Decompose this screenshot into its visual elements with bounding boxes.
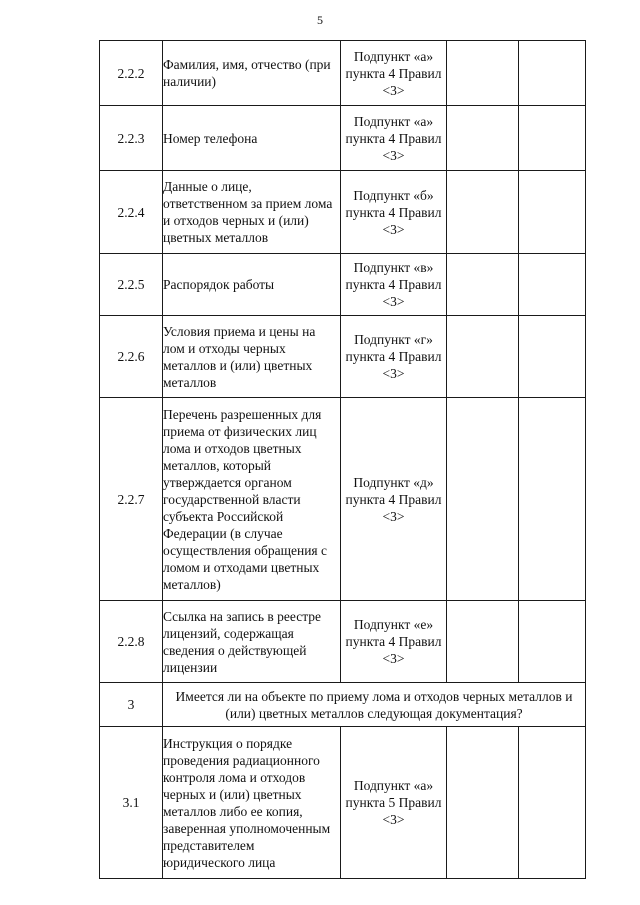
basis-line: Подпункт «б» xyxy=(353,187,434,203)
basis-line: <3> xyxy=(382,508,405,524)
item-number: 2.2.4 xyxy=(100,171,163,254)
description-line: металлов xyxy=(163,374,217,390)
page-number: 5 xyxy=(317,13,323,27)
item-number: 2.2.2 xyxy=(100,41,163,106)
answer-cell[interactable] xyxy=(447,41,519,106)
item-number: 2.2.8 xyxy=(100,601,163,683)
table-row xyxy=(100,171,586,254)
item-number: 2.2.6 xyxy=(100,316,163,398)
answer-cell[interactable] xyxy=(447,316,519,398)
description-line: металлов) xyxy=(163,576,221,592)
description-line: Номер телефона xyxy=(163,130,258,146)
section-question xyxy=(163,683,586,727)
legal-basis xyxy=(341,727,447,879)
description-line: Инструкция о порядке xyxy=(163,735,293,751)
table-row xyxy=(100,398,586,601)
note-cell[interactable] xyxy=(519,601,586,683)
basis-line: Подпункт «а» xyxy=(353,778,434,793)
legal-basis xyxy=(341,41,447,106)
description-line: осуществления обращения с xyxy=(163,542,327,558)
basis-line: <3> xyxy=(382,147,405,163)
question-line: (или) цветных металлов следующая документация? xyxy=(225,705,523,721)
description-line: Распорядок работы xyxy=(163,277,275,292)
description-line: представителем xyxy=(163,837,255,853)
item-description xyxy=(163,106,341,171)
basis-line: <3> xyxy=(382,812,405,827)
description-line: цветных металлов xyxy=(163,230,269,245)
item-number: 2.2.3 xyxy=(100,106,163,171)
description-line: контроля лома и отходов xyxy=(163,769,306,785)
description-line: лом и отходы черных xyxy=(163,340,286,356)
table-row xyxy=(100,254,586,316)
item-description xyxy=(163,398,341,601)
basis-line: Подпункт «а» xyxy=(353,48,434,64)
answer-cell[interactable] xyxy=(447,601,519,683)
description-line: металлов, который xyxy=(163,457,272,473)
note-cell[interactable] xyxy=(519,727,586,879)
basis-line: Подпункт «е» xyxy=(353,617,434,632)
table-row xyxy=(100,727,586,879)
description-line: металлов и (или) цветных xyxy=(163,357,313,373)
answer-cell[interactable] xyxy=(447,727,519,879)
basis-line: пункта 4 Правил xyxy=(345,65,442,81)
basis-line: Подпункт «г» xyxy=(354,332,433,347)
description-line: ломом и отходами цветных xyxy=(163,559,320,575)
basis-line: пункта 4 Правил xyxy=(345,491,442,507)
description-line: сведения о действующей xyxy=(163,642,307,658)
basis-line: пункта 4 Правил xyxy=(345,277,442,292)
legal-basis xyxy=(341,106,447,171)
description-line: лицензий, содержащая xyxy=(163,625,294,641)
item-description xyxy=(163,601,341,683)
description-line: наличии) xyxy=(163,74,217,89)
basis-line: пункта 5 Правил xyxy=(345,795,442,810)
description-line: лицензии xyxy=(163,659,218,675)
table-row xyxy=(100,316,586,398)
note-cell[interactable] xyxy=(519,398,586,601)
description-line: лома и отходов цветных xyxy=(163,440,302,456)
item-number: 2.2.7 xyxy=(100,398,163,601)
description-line: Условия приема и цены на xyxy=(163,323,316,339)
description-line: приема от физических лиц xyxy=(163,423,317,439)
basis-line: пункта 4 Правил xyxy=(345,349,442,364)
question-line: Имеется ли на объекте по приему лома и отходов черных металлов и xyxy=(175,688,573,704)
basis-line: пункта 4 Правил xyxy=(345,130,442,146)
legal-basis xyxy=(341,398,447,601)
item-description xyxy=(163,171,341,254)
note-cell[interactable] xyxy=(519,254,586,316)
note-cell[interactable] xyxy=(519,171,586,254)
description-line: Данные о лице, xyxy=(163,179,252,194)
legal-basis xyxy=(341,601,447,683)
item-description xyxy=(163,316,341,398)
description-line: субъекта Российской xyxy=(163,508,284,524)
item-description xyxy=(163,254,341,316)
legal-basis xyxy=(341,171,447,254)
item-number: 3.1 xyxy=(100,727,163,879)
legal-basis xyxy=(341,316,447,398)
answer-cell[interactable] xyxy=(447,398,519,601)
table-row xyxy=(100,106,586,171)
basis-line: <3> xyxy=(382,651,405,666)
description-line: Фамилия, имя, отчество (при xyxy=(163,57,331,72)
description-line: Перечень разрешенных для xyxy=(163,406,322,422)
description-line: юридического лица xyxy=(163,854,276,870)
description-line: черных и (или) цветных xyxy=(163,786,302,802)
basis-line: Подпункт «д» xyxy=(353,474,434,490)
description-line: государственной власти xyxy=(163,491,301,507)
description-line: утверждается органом xyxy=(163,474,292,490)
basis-line: Подпункт «а» xyxy=(353,113,434,129)
note-cell[interactable] xyxy=(519,106,586,171)
basis-line: <3> xyxy=(382,366,405,381)
note-cell[interactable] xyxy=(519,41,586,106)
description-line: проведения радиационного xyxy=(163,752,320,768)
answer-cell[interactable] xyxy=(447,171,519,254)
basis-line: <3> xyxy=(382,294,405,309)
checklist-table xyxy=(99,40,586,879)
answer-cell[interactable] xyxy=(447,106,519,171)
section-number: 3 xyxy=(100,683,163,727)
item-description xyxy=(163,41,341,106)
description-line: Ссылка на запись в реестре xyxy=(163,608,322,624)
note-cell[interactable] xyxy=(519,316,586,398)
basis-line: Подпункт «в» xyxy=(353,260,434,275)
answer-cell[interactable] xyxy=(447,254,519,316)
section-header-row xyxy=(100,683,586,727)
description-line: ответственном за прием лома xyxy=(163,196,333,211)
basis-line: пункта 4 Правил xyxy=(345,204,442,220)
description-line: заверенная уполномоченным xyxy=(163,820,331,836)
item-description xyxy=(163,727,341,879)
item-number: 2.2.5 xyxy=(100,254,163,316)
basis-line: <3> xyxy=(382,221,405,237)
table-row xyxy=(100,41,586,106)
legal-basis xyxy=(341,254,447,316)
table-row xyxy=(100,601,586,683)
basis-line: пункта 4 Правил xyxy=(345,634,442,649)
description-line: Федерации (в случае xyxy=(163,525,283,541)
description-line: металлов либо ее копия, xyxy=(163,803,303,819)
description-line: и отходов черных и (или) xyxy=(163,213,309,228)
basis-line: <3> xyxy=(382,82,405,98)
